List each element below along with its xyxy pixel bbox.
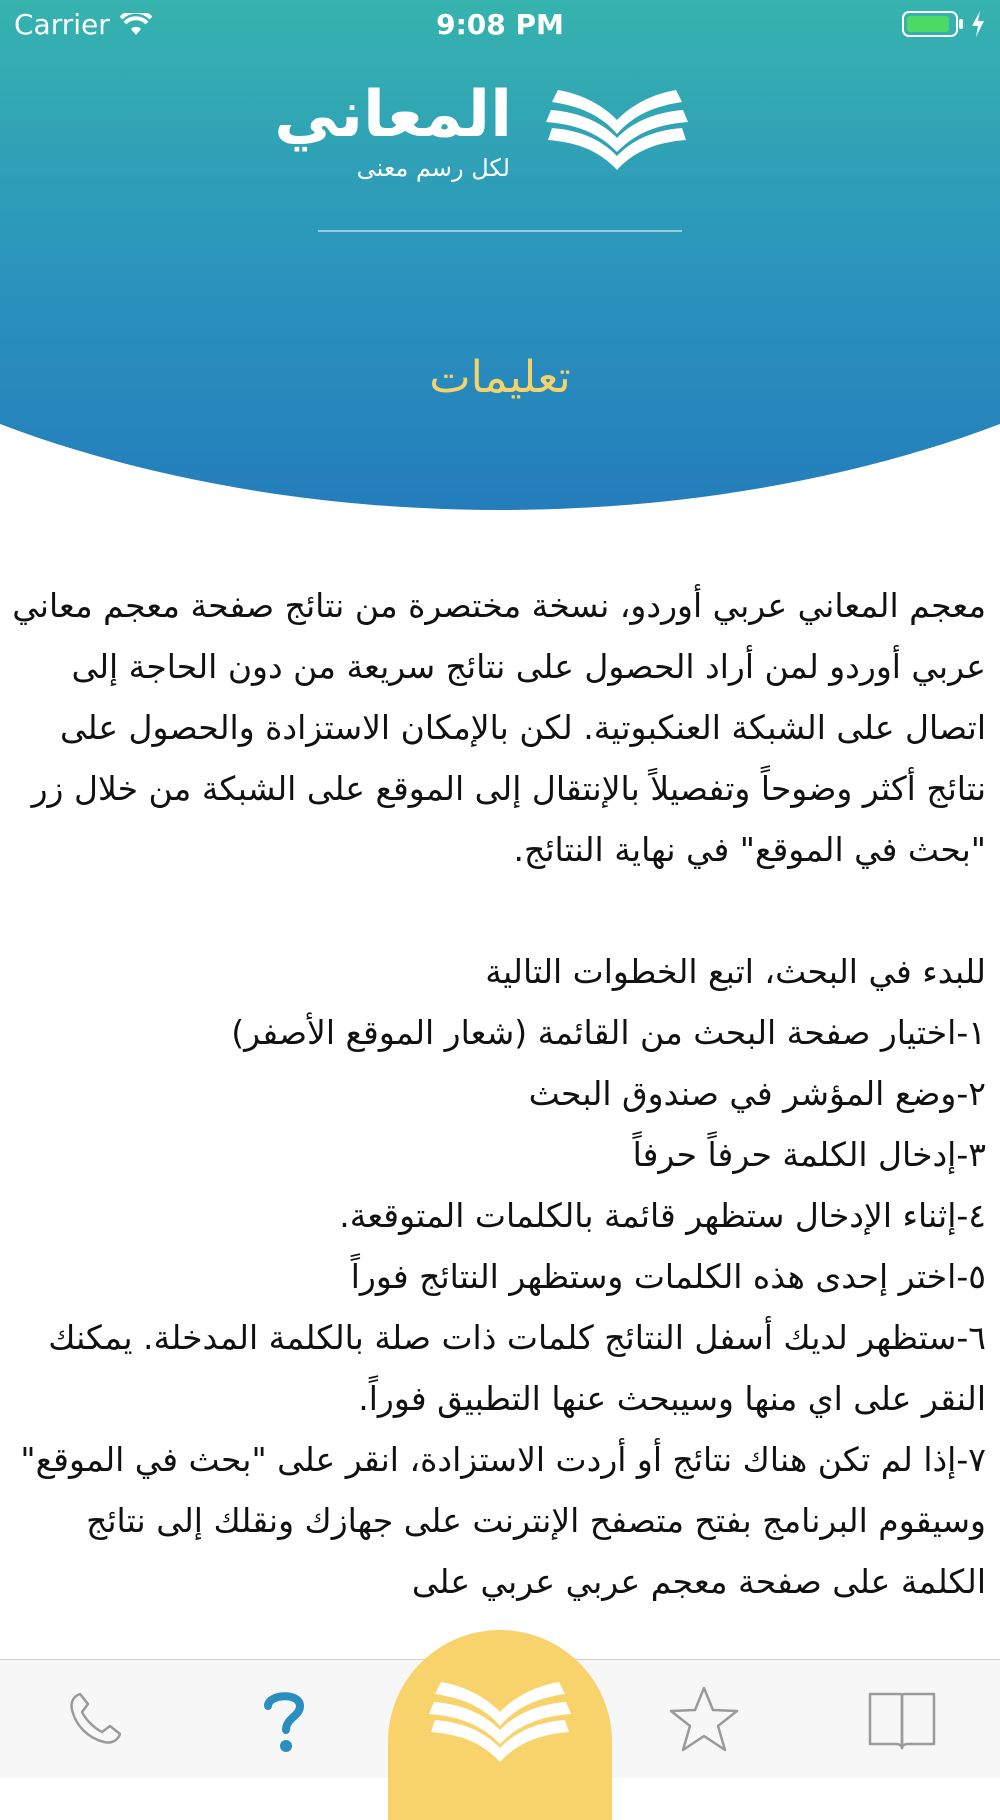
status-bar [0,0,1000,50]
step-item: ٣-إدخال الكلمة حرفاً حرفاً [632,1135,986,1174]
tab-help[interactable] [248,1684,320,1756]
step-item: ٤-إثناء الإدخال ستظهر قائمة بالكلمات المتوقعة. [339,1196,986,1235]
paragraph-spacer [12,880,986,941]
steps-heading: للبدء في البحث، اتبع الخطوات التالية [485,952,986,991]
tab-favorites[interactable] [668,1684,740,1756]
charging-icon [970,10,986,38]
tab-dictionary[interactable] [866,1684,938,1756]
logo-title: المعاني [274,78,512,152]
step-item: ١-اختيار صفحة البحث من القائمة (شعار الموقع الأصفر) [231,1013,986,1052]
step-item: ٥-اختر إحدى هذه الكلمات وستظهر النتائج فوراً [350,1257,986,1296]
help-icon [252,1684,316,1756]
intro-paragraph: معجم المعاني عربي أوردو، نسخة مختصرة من نتائج صفحة معجم معاني عربي أوردو لمن أراد الحصول على نتائج سريعة من دون الحاجة إلى اتصال على الشبكة العنكبوتية. لكن بالإمكان الاستزادة والحصول على نتائج أكثر وضوحاً وتفصيلاً بالإنتقال إلى الموقع على الشبكة من خلال زر "بحث في الموقع" في نهاية النتائج. [12,586,986,869]
page-title: تعليمات [429,352,571,403]
star-icon [668,1684,740,1756]
battery [902,10,986,38]
step-item: ٢-وضع المؤشر في صندوق البحث [528,1074,986,1113]
phone-icon [62,1688,126,1752]
app-logo [274,78,700,198]
open-book-icon [542,78,692,178]
battery-icon [902,10,964,38]
tab-contact[interactable] [58,1684,130,1756]
logo-book-icon [425,1670,575,1770]
clock: 9:08 PM [436,8,564,41]
step-item: ٦-ستظهر لديك أسفل النتائج كلمات ذات صلة بالكلمة المدخلة. يمكنك النقر على اي منها وسيبحث عنها التطبيق فوراً. [48,1318,986,1418]
book-icon [866,1688,938,1752]
header-divider [318,230,682,232]
instructions-body [12,575,986,1612]
logo-tagline: لكل رسم معنى [356,154,510,182]
header-banner [0,0,1000,510]
carrier-label: Carrier [14,8,110,41]
step-item: ٧-إذا لم تكن هناك نتائج أو أردت الاستزادة، انقر على "بحث في الموقع" وسيقوم البرنامج بفتح متصفح الإنترنت على جهازك ونقلك إلى نتائج الكلمة على صفحة معجم عربي عربي على [20,1440,986,1601]
